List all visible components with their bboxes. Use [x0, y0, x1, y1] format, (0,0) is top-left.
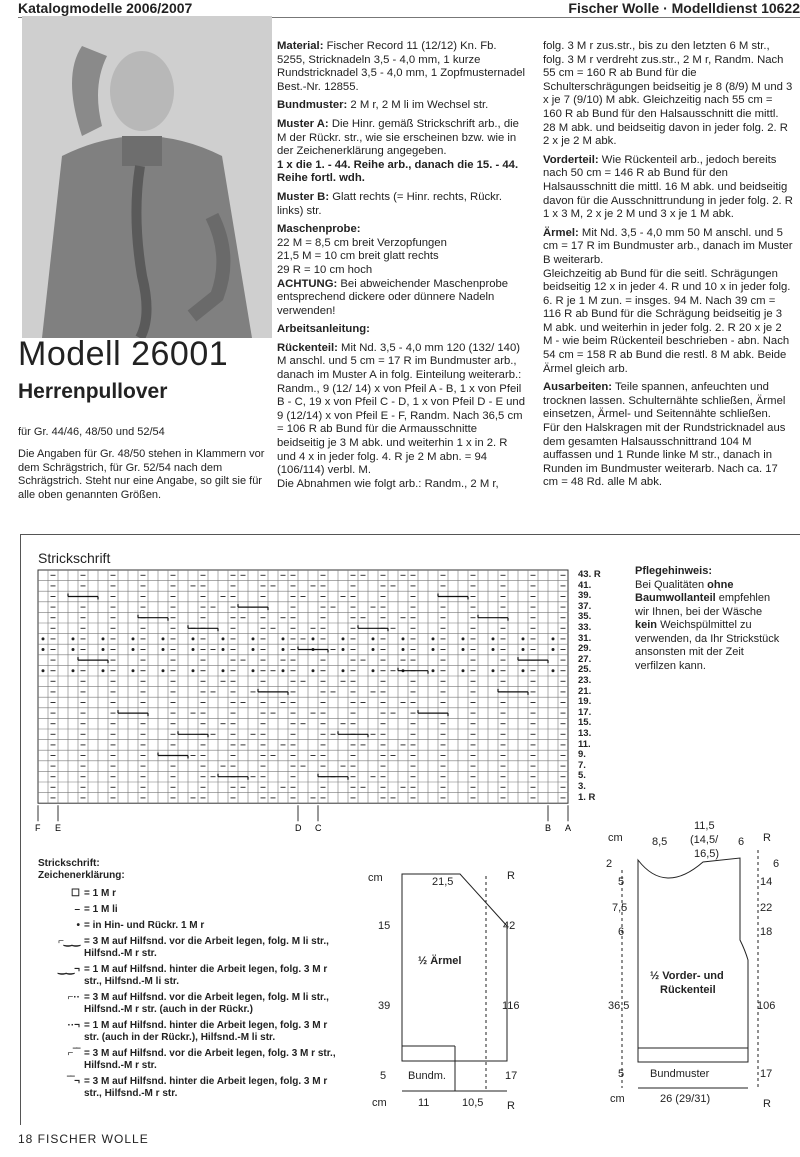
chart-dot-mark [552, 637, 555, 640]
chart-row-label: 21. [578, 685, 592, 697]
care-b1: ohne Baumwollanteil [635, 578, 734, 604]
chart-row-label: 19. [578, 696, 592, 708]
chart-row-label: 13. [578, 728, 592, 739]
legend-item [38, 964, 338, 988]
chart-title: Strickschrift [38, 550, 111, 566]
chart-arrow-label: E [55, 823, 62, 834]
body-right-6: 17 [760, 1068, 773, 1080]
chart-row-label: 1. R [578, 791, 596, 803]
chart-dot-mark [162, 648, 165, 651]
chart-dot-mark [432, 669, 435, 672]
body-right-2: 14 [760, 876, 773, 888]
aermel-text-2: Gleichzeitig ab Bund für die seitl. Schrägungen beidseitig 12 x in jeder 4. R und 10 x in jeder folg. 6. R je 1 M zun. = insges. 94 M. Nach 39 cm = 116 R ab Bund für die Schrägung beidseitig je 3 M abk. und weiterhin in jeder folg. 2. R 20 x je 2 M - wie beim Rückenteil beschrieben - abn. Nach 54 cm = 158 R ab Bund die restl. 8 M abk. Beide Ärmel gleich arb. [543, 267, 791, 375]
chart-dot-mark [462, 637, 465, 640]
achtung-label: ACHTUNG: [277, 277, 338, 290]
chart-row-label: 27. [578, 653, 592, 665]
legend-symbol: ☐ [71, 888, 80, 899]
chart-row-label: 5. [578, 770, 586, 782]
chart-dot-mark [192, 648, 195, 651]
model-photo [22, 16, 272, 338]
chart-dot-mark [402, 637, 405, 640]
instructions-col-1 [277, 40, 527, 491]
chart-dot-mark [102, 669, 105, 672]
legend-text: = 3 M auf Hilfsnd. vor die Arbeit legen, folg. M li str., Hilfsnd.-M r str. (auch in der Rückr.) [84, 992, 329, 1015]
chart-dot-mark [252, 648, 255, 651]
chart-dot-mark [402, 648, 405, 651]
chart-row-label: 41. [578, 579, 592, 591]
sleeve-right-2: 116 [502, 1000, 520, 1012]
sleeve-top-width: 21,5 [432, 876, 454, 888]
material-text: Fischer Record 11 (12/12) Kn. Fb. 5255, Stricknadeln 3,5 - 4,0 mm, 1 kurze Rundstricknadel 3,5 - 4,0 mm, 1 Zopfmusternadel Best.-Nr. 12855. [277, 40, 526, 93]
chart-dot-mark [552, 669, 555, 672]
chart-dot-mark [102, 637, 105, 640]
chart-dot-mark [522, 669, 525, 672]
legend-item [38, 888, 338, 900]
sleeve-r-bottom: R [507, 1100, 515, 1112]
care-t2: empfehlen wir Ihnen, bei der Wäsche [635, 592, 771, 618]
body-bottom: 26 (29/31) [660, 1093, 711, 1105]
chart-row-label: 23. [578, 675, 592, 686]
maschen-line-2: 21,5 M = 10 cm breit glatt rechts [277, 250, 439, 263]
body-cm-bottom: cm [610, 1093, 625, 1105]
ruecken-text: Mit Nd. 3,5 - 4,0 mm 120 (132/ 140) M anschl. und 5 cm = 17 R im Bundmuster arb., danach im Muster A in folg. Einteilung weiterarb.: Randm., 9 (12/ 14) x von Pfeil A - B, 1 x von Pfeil B - C, 19 x von Pfeil C - D, 1 x von Pfeil D - E und 9 (12/14) x von Pfeil E - F, Randm. Nach 36,5 cm = 106 R ab Bund für die Armausschnitte beidseitig je 3 M abk. und weiterhin 1 x in 2. R und 4 x in jeder folg. 4. R je 2 M abn. = 94 (106/114) verbl. M. [277, 341, 525, 477]
ruecken-text-2: Die Abnahmen wie folgt arb.: Randm., 2 M r, [277, 477, 499, 490]
chart-dot-mark [492, 648, 495, 651]
chart-dot-mark [432, 648, 435, 651]
sleeve-cm-top: cm [368, 872, 383, 884]
row-labels [578, 566, 628, 806]
body-label-1: ½ Vorder- und [650, 970, 724, 982]
chart-dot-mark [42, 669, 45, 672]
aermel-text: Mit Nd. 3,5 - 4,0 mm 50 M anschl. und 5 cm = 17 R im Bundmuster arb., danach im Muster B weiterarb. [543, 226, 793, 266]
body-left-4: 6 [618, 926, 625, 938]
chart-dot-mark [342, 669, 345, 672]
legend-item [38, 992, 338, 1016]
chart-dot-mark [132, 669, 135, 672]
arbeits-label: Arbeitsanleitung: [277, 323, 370, 336]
legend-symbol: ‿‿¬ [58, 964, 80, 975]
chart-arrow-label: F [35, 823, 41, 834]
chart-dot-mark [132, 648, 135, 651]
body-left-5: 36,5 [608, 1000, 630, 1012]
chart-dot-mark [282, 637, 285, 640]
legend-symbol: ‾‾¬ [67, 1076, 80, 1087]
legend-text: = 3 M auf Hilfsnd. vor die Arbeit legen, folg. M li str., Hilfsnd.-M r str. [84, 936, 329, 959]
chart-dot-mark [162, 669, 165, 672]
legend-symbol: ⌐‿‿ [58, 936, 80, 947]
sleeve-schematic [360, 866, 550, 1116]
ausarb-text-2: Für den Halskragen mit der Rundstricknadel aus dem gesamten Halsausschnittrand 104 M auffassen und 1 Runde linke M str., danach in Runden im Bundmuster weiterarb. Nach ca. 17 cm = 48 Rd. alle M abk. [543, 422, 786, 489]
body-right-4: 18 [760, 926, 773, 938]
chart-row-label: 25. [578, 664, 592, 676]
body-left-3: 7,5 [612, 902, 628, 914]
chart-row-label: 39. [578, 590, 592, 602]
sleeve-right-1: 42 [503, 920, 516, 932]
care-t1: Bei Qualitäten [635, 578, 708, 591]
chart-row-label: 31. [578, 632, 592, 644]
body-top-right: 6 [738, 836, 745, 848]
body-top-center-3: 16,5) [694, 848, 720, 860]
chart-dot-mark [372, 637, 375, 640]
legend-item [38, 1076, 338, 1100]
achtung-text: Bei abweichender Maschenprobe entsprechend dickere oder dünnere Nadeln verwenden! [277, 277, 509, 317]
header-right: Fischer Wolle · Modelldienst 10622 [568, 0, 800, 16]
legend [38, 858, 338, 1104]
chart-dot-mark [342, 648, 345, 651]
legend-title-1: Strickschrift: [38, 858, 100, 869]
sleeve-left-3: 5 [380, 1070, 387, 1082]
musterA-text: Die Hinr. gemäß Strickschrift arb., die M der Rückr. str., wie sie erscheinen bzw. wie in der Zeichenerklärung angegeben. [277, 117, 519, 158]
musterA-label: Muster A: [277, 117, 329, 130]
legend-text: = 1 M auf Hilfsnd. hinter die Arbeit legen, folg. 3 M r str. (auch in der Rückr.), Hilfsnd.-M li str. [84, 1020, 328, 1043]
legend-item [38, 904, 338, 916]
chart-dot-mark [282, 648, 285, 651]
care-note [635, 565, 785, 673]
chart-row-label: 3. [578, 781, 586, 792]
body-top-center: 11,5 [694, 820, 715, 832]
legend-item [38, 920, 338, 932]
chart-dot-mark [222, 648, 225, 651]
care-b2: kein [635, 619, 658, 631]
chart-dot-mark [252, 669, 255, 672]
aermel-label: Ärmel: [543, 226, 579, 239]
model-sizes: für Gr. 44/46, 48/50 und 52/54 [18, 426, 165, 438]
body-left-1: 2 [606, 858, 613, 870]
chart-dot-mark [462, 648, 465, 651]
chart-arrow-label: B [545, 823, 552, 834]
chart-dot-mark [492, 637, 495, 640]
chart-dot-mark [522, 637, 525, 640]
chart-dot-mark [192, 669, 195, 672]
chart-dot-mark [132, 637, 135, 640]
care-title: Pflegehinweis: [635, 565, 713, 577]
chart-dot-mark [462, 669, 465, 672]
knit-chart [30, 566, 630, 836]
maschen-line-3: 29 R = 10 cm hoch [277, 263, 373, 276]
maschen-label: Maschenprobe: [277, 223, 361, 236]
chart-dot-mark [192, 637, 195, 640]
chart-dot-mark [102, 648, 105, 651]
sleeve-left-2: 39 [378, 1000, 391, 1012]
chart-dot-mark [42, 637, 45, 640]
chart-dot-mark [342, 637, 345, 640]
bund-text: 2 M r, 2 M li im Wechsel str. [347, 99, 489, 112]
legend-symbol: – [74, 904, 80, 915]
vorder-text: Wie Rückenteil arb., jedoch bereits nach 50 cm = 146 R ab Bund für den Halsausschnitt die mittl. 16 M abk. und beidseitig davon für die Ausschnittrundung in jeder folg. 2. R 1 x 3 M, 2 x je 2 M und 3 x je 1 M abk. [543, 153, 793, 221]
sleeve-cm-bottom: cm [372, 1097, 387, 1109]
musterB-label: Muster B: [277, 190, 330, 203]
instructions-col-2 [543, 40, 793, 495]
body-r-top: R [763, 832, 771, 844]
legend-item [38, 1020, 338, 1044]
chart-row-label: 33. [578, 622, 592, 633]
model-subtitle: Herrenpullover [18, 380, 168, 403]
header-left: Katalogmodelle 2006/2007 [18, 0, 193, 16]
sleeve-right-3: 17 [505, 1070, 518, 1082]
chart-row-label: 35. [578, 611, 592, 623]
sleeve-bottom-r: 10,5 [462, 1097, 484, 1109]
body-right-3: 22 [760, 902, 773, 914]
chart-row-label: 11. [578, 738, 591, 750]
chart-dot-mark [372, 669, 375, 672]
chart-row-label: 17. [578, 706, 592, 718]
chart-dot-mark [522, 648, 525, 651]
body-left-6: 5 [618, 1068, 625, 1080]
body-top-left: 8,5 [652, 836, 668, 848]
sleeve-left-1: 15 [378, 920, 391, 932]
body-cm-top: cm [608, 832, 623, 844]
ausarb-text: Teile spannen, anfeuchten und trocknen lassen. Schulternähte schließen, Ärmel einsetzen, Ärmel- und Seitennähte schließen. [543, 381, 786, 421]
legend-symbol: ··¬ [67, 1020, 80, 1031]
model-title: Modell 26001 [18, 335, 229, 373]
body-top-center-2: (14,5/ [690, 834, 719, 846]
chart-dot-mark [492, 669, 495, 672]
musterA-bold: 1 x die 1. - 44. Reihe arb., danach die 15. - 44. Reihe fortl. wdh. [277, 158, 519, 185]
chart-row-label: 37. [578, 600, 592, 612]
body-label-2: Rückenteil [660, 984, 716, 996]
legend-item [38, 1048, 338, 1072]
chart-dot-mark [162, 637, 165, 640]
body-right-1: 6 [773, 858, 780, 870]
ruecken-label: Rückenteil: [277, 341, 338, 354]
col2-p1: folg. 3 M r zus.str., bis zu den letzten 6 M str., folg. 3 M r verdreht zus.str., 2 M r, Randm. Nach 55 cm = 160 R ab Bund für die Schulterschrägungen beidseitig je 8 (8/9) M und 3 x je 7 (9/10) M abk. Gleichzeitig nach 55 cm = 160 R ab Bund für den Halsausschnitt die mittl. 28 M abk. und beidseitig davon in jeder folg. 2. R 2 x je 2 M abk. [543, 40, 793, 148]
chart-dot-mark [72, 669, 75, 672]
chart-dot-mark [312, 637, 315, 640]
legend-symbol: ⌐·· [67, 992, 80, 1003]
care-t3: Weichspülmittel zu verwenden, da Ihr Strickstück ansonsten mit der Zeit verfilzen kann. [635, 619, 780, 672]
chart-dot-mark [552, 648, 555, 651]
legend-symbol: ⌐‾‾ [67, 1048, 80, 1059]
legend-items [38, 888, 338, 1100]
sleeve-bottom-l: 11 [418, 1097, 430, 1109]
sleeve-bund: Bundm. [408, 1070, 446, 1082]
chart-dot-mark [432, 637, 435, 640]
model-size-note: Die Angaben für Gr. 48/50 stehen in Klammern vor dem Schrägstrich, für Gr. 52/54 nach dem Schrägstrich. Steht nur eine Angabe, so gilt sie für alle oben genannten Größen. [18, 448, 265, 501]
ausarb-label: Ausarbeiten: [543, 381, 613, 394]
chart-arrow-label: D [295, 823, 302, 834]
chart-dot-mark [312, 669, 315, 672]
chart-dot-mark [72, 648, 75, 651]
chart-dot-mark [42, 648, 45, 651]
chart-dot-mark [222, 669, 225, 672]
body-right-5: 106 [757, 1000, 776, 1012]
maschen-line-1: 22 M = 8,5 cm breit Verzopfungen [277, 236, 447, 249]
body-r-bottom: R [763, 1098, 771, 1110]
chart-row-label: 9. [578, 749, 586, 761]
chart-row-label: 29. [578, 643, 592, 655]
chart-dot-mark [72, 637, 75, 640]
legend-text: = 3 M auf Hilfsnd. hinter die Arbeit legen, folg. 3 M r str., Hilfsnd.-M r str. [84, 1076, 328, 1099]
sleeve-label: ½ Ärmel [418, 955, 462, 967]
legend-text: = 3 M auf Hilfsnd. vor die Arbeit legen, folg. 3 M r str., Hilfsnd.-M r str. [84, 1048, 336, 1071]
legend-symbol: • [76, 920, 80, 931]
chart-row-label: 7. [578, 759, 586, 771]
chart-arrow-label: A [565, 823, 572, 834]
body-left-2: 5 [618, 876, 625, 888]
musterB-text: Glatt rechts (= Hinr. rechts, Rückr. links) str. [277, 190, 503, 217]
legend-text: = 1 M auf Hilfsnd. hinter die Arbeit legen, folg. 3 M r str., Hilfsnd.-M li str. [84, 964, 328, 987]
chart-dot-mark [282, 669, 285, 672]
legend-item [38, 936, 338, 960]
chart-row-label: 43. R [578, 569, 601, 580]
legend-text: = 1 M li [84, 904, 118, 915]
sleeve-r-top: R [507, 870, 515, 882]
legend-text: = in Hin- und Rückr. 1 M r [84, 920, 205, 931]
page-footer: 18 FISCHER WOLLE [18, 1132, 149, 1146]
material-label: Material: [277, 40, 324, 52]
vorder-label: Vorderteil: [543, 153, 599, 166]
chart-row-label: 15. [578, 717, 592, 729]
legend-text: = 1 M r [84, 888, 116, 899]
chart-dot-mark [252, 637, 255, 640]
chart-arrow-label: C [315, 823, 322, 834]
body-bund: Bundmuster [650, 1068, 710, 1080]
chart-dot-mark [222, 637, 225, 640]
chart-dot-mark [372, 648, 375, 651]
bund-label: Bundmuster: [277, 99, 348, 112]
legend-title-2: Zeichenerklärung: [38, 870, 125, 881]
